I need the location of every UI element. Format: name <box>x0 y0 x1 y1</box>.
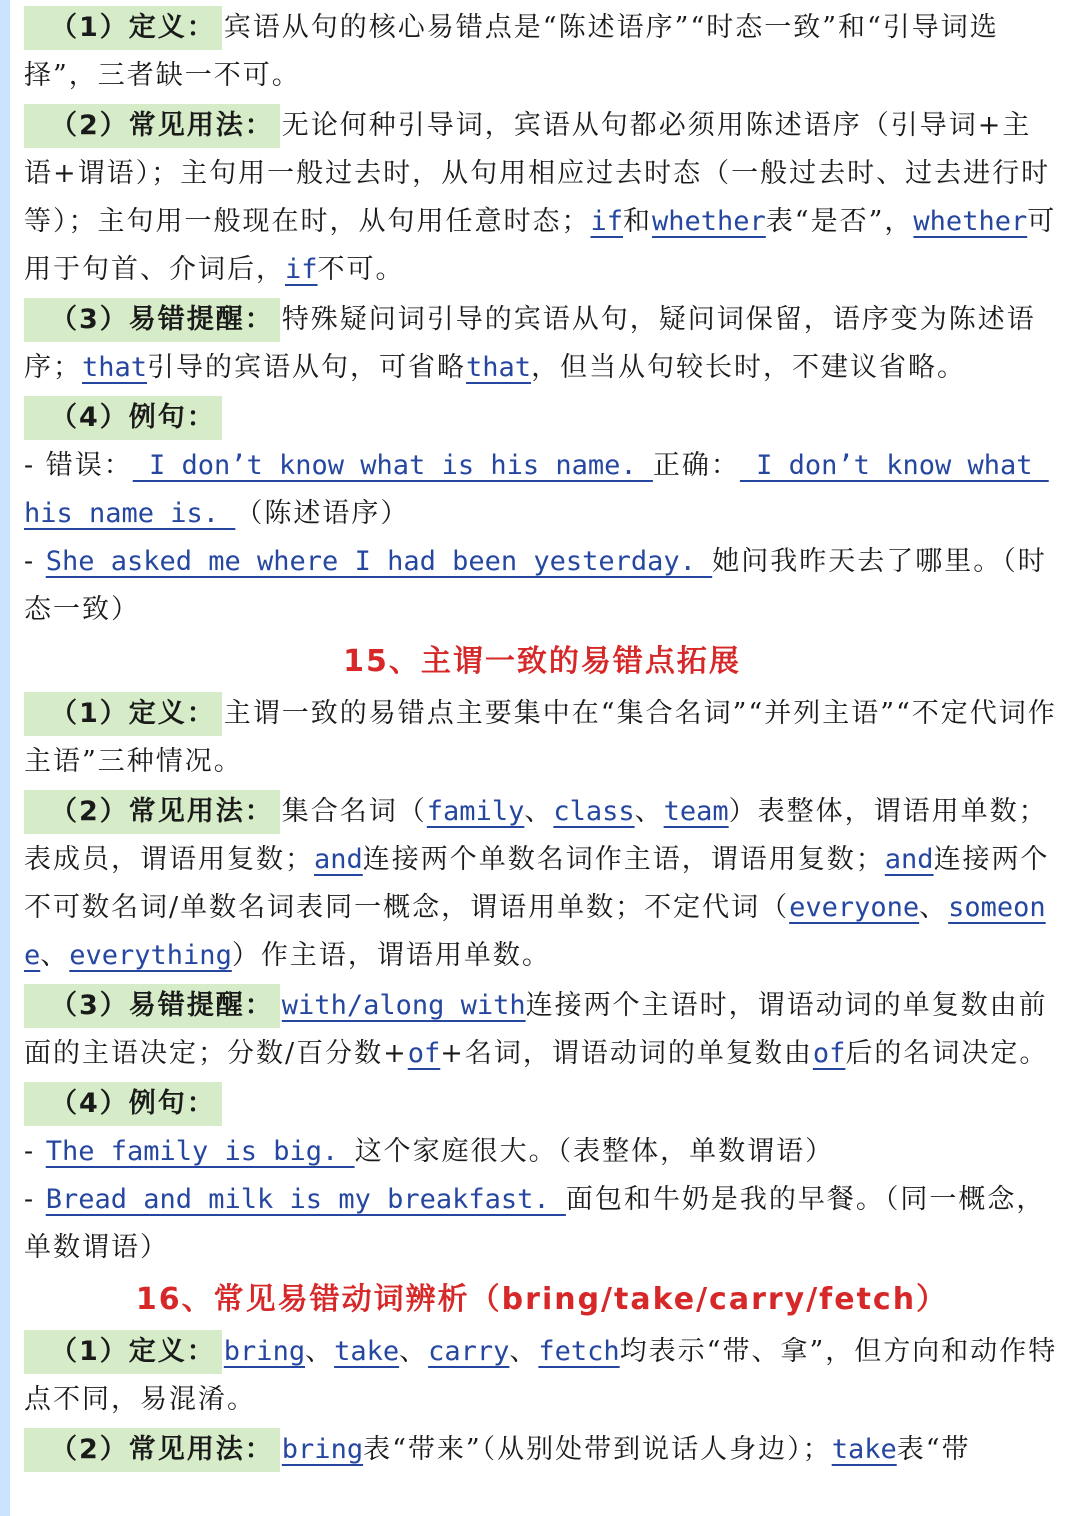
usage-text: 连接两个单数名词作主语，谓语用复数； <box>362 844 885 875</box>
s15-definition <box>24 690 1060 786</box>
example-wrong-sentence: I don’t know what is his name. <box>132 450 653 481</box>
usage-tag: （2）常见用法： <box>24 1428 280 1472</box>
keyword-of: of <box>812 1038 846 1069</box>
s14-definition <box>24 4 1060 100</box>
usage-text: 和 <box>623 206 653 237</box>
tip-text: 引导的宾语从句，可省略 <box>147 352 467 383</box>
example-prefix: - <box>24 1136 46 1167</box>
s14-example-2 <box>24 538 1060 634</box>
keyword-someone: someone <box>24 892 1046 971</box>
keyword-and: and <box>884 844 934 875</box>
definition-text: 均表示“带、拿”，但方向和动作特点不同，易混淆。 <box>24 1336 1058 1415</box>
separator: 、 <box>919 892 949 923</box>
s14-example-1 <box>24 442 1060 538</box>
s16-definition <box>24 1328 1060 1424</box>
usage-text: 可用于句首、介词后， <box>24 206 1057 285</box>
keyword-that: that <box>82 352 148 383</box>
example-prefix: - <box>24 1184 46 1215</box>
separator: 、 <box>509 1336 539 1367</box>
tip-text: 后的名词决定。 <box>845 1038 1049 1069</box>
s16-usage <box>24 1426 1060 1474</box>
keyword-everyone: everyone <box>789 892 920 923</box>
section-15-title: 15、主谓一致的易错点拓展 <box>343 644 741 679</box>
section-16-title: 16、常见易错动词辨析（bring/take/carry/fetch） <box>135 1282 949 1317</box>
example-translation: 这个家庭很大。（表整体，单数谓语） <box>354 1136 835 1167</box>
example-right-sentence: I don’t know what his name is. <box>24 450 1049 529</box>
keyword-whether: whether <box>652 206 766 237</box>
example-sentence: She asked me where I had been yesterday. <box>45 546 713 577</box>
definition-tag: （1）定义： <box>24 692 222 736</box>
example-note: （陈述语序） <box>235 498 410 529</box>
s14-tip <box>24 296 1060 392</box>
usage-text: ）作主语，谓语用单数。 <box>231 940 551 971</box>
example-label: 正确： <box>652 450 740 481</box>
definition-text: 主谓一致的易错点主要集中在“集合名词”“并列主语”“不定代词作主语”三种情况。 <box>24 698 1057 777</box>
s14-usage <box>24 102 1060 294</box>
usage-text: 表“是否”， <box>765 206 914 237</box>
keyword-take: take <box>334 1336 400 1367</box>
example-tag: （4）例句： <box>24 396 222 440</box>
usage-text: 无论何种引导词，宾语从句都必须用陈述语序（引导词+主语+谓语）；主句用一般过去时，从句用相应过去时态（一般过去时、过去进行时等）；主句用一般现在时，从句用任意时态； <box>24 110 1051 237</box>
s15-tip <box>24 982 1060 1078</box>
separator: 、 <box>40 940 70 971</box>
keyword-class: class <box>553 796 635 827</box>
separator: 、 <box>524 796 554 827</box>
keyword-bring: bring <box>281 1434 364 1465</box>
tip-text: +名词，谓语动词的单复数由 <box>440 1038 813 1069</box>
keyword-that: that <box>466 352 532 383</box>
s15-example-1 <box>24 1128 1060 1176</box>
example-translation: 她问我昨天去了哪里。（时态一致） <box>24 546 1047 625</box>
separator: 、 <box>634 796 664 827</box>
example-sentence: The family is big. <box>45 1136 355 1167</box>
keyword-whether: whether <box>913 206 1028 237</box>
usage-text: 表“带 <box>896 1434 971 1465</box>
tip-text: 特殊疑问词引导的宾语从句，疑问词保留，语序变为陈述语序； <box>24 304 1036 383</box>
keyword-everything: everything <box>69 940 232 971</box>
tip-tag: （3）易错提醒： <box>24 298 280 342</box>
keyword-if: if <box>590 206 624 237</box>
document-page <box>24 0 1060 1474</box>
example-tag: （4）例句： <box>24 1082 222 1126</box>
separator: 、 <box>399 1336 429 1367</box>
example-sentence: Bread and milk is my breakfast. <box>45 1184 566 1215</box>
usage-text: 不可。 <box>317 254 405 285</box>
tip-text: 连接两个主语时，谓语动词的单复数由前面的主语决定；分数/百分数+ <box>24 990 1048 1069</box>
keyword-with-along-with: with/along with <box>281 990 526 1021</box>
example-translation: 面包和牛奶是我的早餐。（同一概念，单数谓语） <box>24 1184 1046 1263</box>
left-accent-bar <box>0 0 10 1516</box>
keyword-family: family <box>426 796 525 827</box>
tip-text: ，但当从句较长时，不建议省略。 <box>531 352 967 383</box>
s15-example-heading <box>24 1080 1060 1128</box>
keyword-carry: carry <box>428 1336 510 1367</box>
keyword-fetch: fetch <box>538 1336 620 1367</box>
usage-text: 表“带来”（从别处带到说话人身边）； <box>363 1434 832 1465</box>
keyword-and: and <box>314 844 363 875</box>
keyword-of: of <box>407 1038 441 1069</box>
keyword-team: team <box>663 796 729 827</box>
usage-text: ）表整体，谓语用单数；表成员，谓语用复数； <box>24 796 1048 875</box>
example-prefix: - 错误： <box>24 450 133 481</box>
usage-text: 连接两个不可数名词/单数名词表同一概念，谓语用单数；不定代词（ <box>24 844 1050 923</box>
keyword-if: if <box>285 254 318 285</box>
s15-usage <box>24 788 1060 980</box>
keyword-bring: bring <box>223 1336 306 1367</box>
tip-tag: （3）易错提醒： <box>24 984 280 1028</box>
definition-tag: （1）定义： <box>24 1330 222 1374</box>
s14-example-heading <box>24 394 1060 442</box>
definition-text: 宾语从句的核心易错点是“陈述语序”“时态一致”和“引导词选择”，三者缺一不可。 <box>24 12 999 91</box>
usage-tag: （2）常见用法： <box>24 790 280 834</box>
definition-tag: （1）定义： <box>24 6 222 50</box>
separator: 、 <box>305 1336 335 1367</box>
usage-text: 集合名词（ <box>281 796 427 827</box>
s15-example-2 <box>24 1176 1060 1272</box>
example-prefix: - <box>24 546 46 577</box>
keyword-take: take <box>831 1434 897 1465</box>
usage-tag: （2）常见用法： <box>24 104 280 148</box>
